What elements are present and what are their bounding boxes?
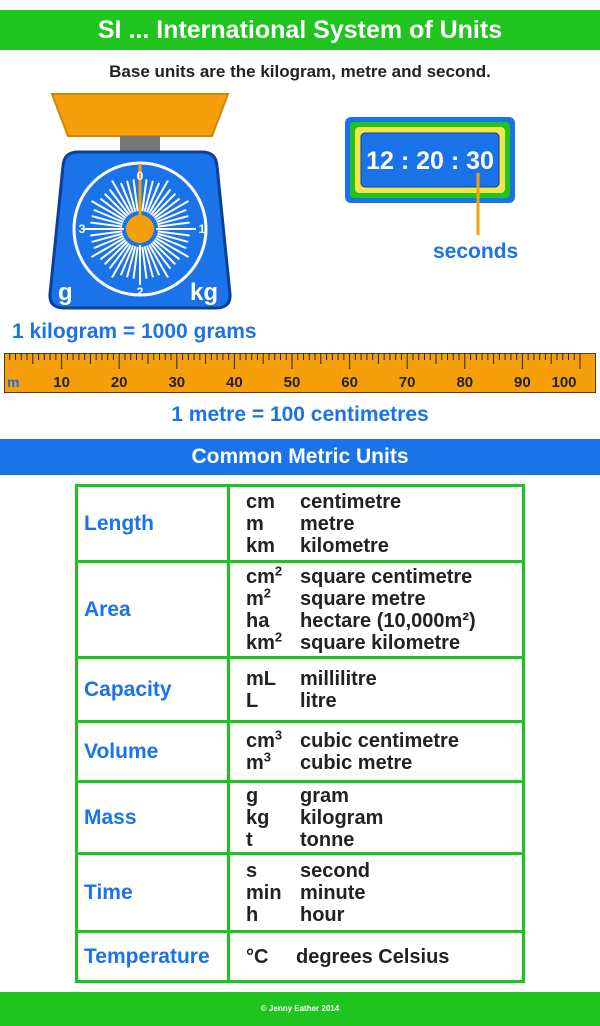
unit-full-name: hour	[300, 903, 345, 926]
unit-category: Capacity	[77, 658, 229, 722]
footer-copyright: © Jenny Eather 2014	[0, 992, 600, 1026]
table-row	[77, 854, 524, 932]
ruler-tick-label: 20	[110, 374, 128, 391]
unit-full-name: cubic metre	[300, 751, 413, 774]
list-item	[246, 785, 522, 807]
ruler-tick-label: 90	[514, 374, 531, 391]
unit-abbreviation-text: g	[246, 784, 259, 807]
unit-list	[229, 854, 524, 932]
unit-exponent: 3	[263, 748, 272, 764]
unit-abbreviation	[246, 491, 300, 513]
ruler-tick-label: 40	[226, 374, 243, 391]
unit-abbreviation	[246, 726, 300, 752]
unit-full-name: minute	[300, 881, 366, 904]
list-item	[246, 628, 522, 654]
unit-exponent: 3	[274, 726, 283, 742]
table-row	[77, 486, 524, 562]
unit-category: Volume	[77, 722, 229, 782]
unit-list	[229, 486, 524, 562]
ruler-tick-label: 80	[456, 374, 474, 391]
dial-number-3: 3	[78, 222, 86, 236]
table-row	[77, 722, 524, 782]
unit-full-name: centimetre	[300, 490, 402, 513]
list-item	[246, 860, 522, 882]
kilogram-caption: 1 kilogram = 1000 grams	[12, 320, 257, 343]
seconds-label: seconds	[433, 240, 519, 263]
unit-list	[229, 932, 524, 982]
unit-full-name: litre	[300, 689, 337, 712]
list-item	[246, 882, 522, 904]
unit-abbreviation	[246, 860, 300, 882]
subtitle: Base units are the kilogram, metre and second.	[109, 62, 491, 81]
metric-units-table	[75, 484, 525, 983]
unit-abbreviation-text: min	[246, 881, 282, 904]
section-title: Common Metric Units	[0, 439, 600, 475]
unit-category: Temperature	[77, 932, 229, 982]
unit-full-name: square kilometre	[300, 631, 461, 654]
unit-exponent: 2	[263, 584, 272, 600]
unit-abbreviation	[246, 628, 300, 654]
list-item	[246, 535, 522, 557]
unit-abbreviation-text: °C	[246, 945, 269, 968]
clock-time-display: 12 : 20 : 30	[366, 147, 494, 175]
unit-category: Mass	[77, 782, 229, 854]
unit-abbreviation	[246, 610, 300, 632]
unit-abbreviation-text: h	[246, 903, 259, 926]
unit-abbreviation-text: kg	[246, 806, 270, 829]
table-row	[77, 782, 524, 854]
unit-abbreviation-text: t	[246, 828, 253, 851]
unit-abbreviation-text: m	[246, 751, 264, 774]
list-item	[246, 513, 522, 535]
ruler-tick-label: 10	[53, 374, 70, 391]
unit-abbreviation	[246, 829, 300, 851]
unit-abbreviation-text: L	[246, 689, 259, 712]
unit-abbreviation	[246, 535, 300, 557]
list-item	[246, 807, 522, 829]
unit-abbreviation	[246, 690, 300, 712]
unit-full-name: cubic centimetre	[300, 729, 459, 752]
unit-abbreviation	[246, 807, 300, 829]
unit-abbreviation-text: ha	[246, 609, 270, 632]
unit-abbreviation	[246, 513, 300, 535]
list-item	[246, 562, 522, 588]
kitchen-scale-illustration	[40, 88, 240, 313]
unit-list	[229, 562, 524, 658]
unit-abbreviation-text: m	[246, 512, 264, 535]
unit-full-name: millilitre	[300, 667, 377, 690]
unit-category: Time	[77, 854, 229, 932]
unit-abbreviation-text: mL	[246, 667, 276, 690]
unit-abbreviation	[246, 584, 300, 610]
unit-list	[229, 658, 524, 722]
list-item	[246, 829, 522, 851]
list-item	[246, 748, 522, 774]
unit-abbreviation-text: m	[246, 587, 264, 610]
unit-list	[229, 782, 524, 854]
list-item	[246, 584, 522, 610]
unit-category: Length	[77, 486, 229, 562]
unit-abbreviation-text: cm	[246, 729, 275, 752]
unit-full-name: second	[300, 859, 371, 882]
unit-full-name: kilometre	[300, 534, 389, 557]
unit-exponent: 2	[274, 562, 283, 578]
unit-abbreviation-text: s	[246, 859, 258, 882]
unit-list	[229, 722, 524, 782]
metre-caption: 1 metre = 100 centimetres	[171, 403, 429, 426]
list-item	[246, 904, 522, 926]
unit-full-name: degrees Celsius	[296, 945, 450, 968]
scale-unit-g: g	[58, 279, 73, 306]
unit-full-name: gram	[300, 784, 349, 807]
unit-abbreviation-text: cm	[246, 490, 275, 513]
unit-full-name: square centimetre	[300, 565, 473, 588]
unit-abbreviation	[246, 668, 300, 690]
ruler-tick-label: 30	[168, 374, 186, 391]
list-item	[246, 668, 522, 690]
table-row	[77, 658, 524, 722]
unit-abbreviation-text: cm	[246, 565, 275, 588]
unit-abbreviation-text: km	[246, 534, 275, 557]
metre-ruler	[4, 353, 596, 393]
unit-abbreviation	[246, 946, 296, 968]
dial-number-2: 2	[136, 285, 144, 299]
list-item	[246, 610, 522, 632]
ruler-tick-label: 70	[398, 374, 416, 391]
page-title: SI ... International System of Units	[0, 10, 600, 50]
unit-full-name: hectare (10,000m²)	[300, 609, 476, 632]
digital-clock-illustration	[340, 113, 520, 245]
unit-abbreviation	[246, 748, 300, 774]
table-row	[77, 932, 524, 982]
unit-full-name: kilogram	[300, 806, 384, 829]
unit-abbreviation	[246, 904, 300, 926]
unit-full-name: metre	[300, 512, 355, 535]
dial-number-0: 0	[136, 169, 144, 183]
ruler-tick-label: 50	[283, 374, 301, 391]
list-item	[246, 946, 522, 968]
scale-neck	[120, 136, 160, 152]
unit-abbreviation	[246, 785, 300, 807]
unit-full-name: square metre	[300, 587, 426, 610]
unit-category: Area	[77, 562, 229, 658]
dial-number-1: 1	[198, 222, 206, 236]
list-item	[246, 726, 522, 752]
unit-abbreviation	[246, 882, 300, 904]
list-item	[246, 690, 522, 712]
scale-unit-kg: kg	[190, 279, 219, 306]
ruler-tick-label: 60	[341, 374, 358, 391]
ruler-unit-mark: m	[7, 374, 20, 390]
unit-abbreviation-text: km	[246, 631, 275, 654]
ruler-tick-label: 100	[551, 374, 577, 391]
scale-pan	[52, 94, 228, 136]
unit-exponent: 2	[274, 628, 283, 644]
table-row	[77, 562, 524, 658]
unit-full-name: tonne	[300, 828, 355, 851]
list-item	[246, 491, 522, 513]
unit-abbreviation	[246, 562, 300, 588]
